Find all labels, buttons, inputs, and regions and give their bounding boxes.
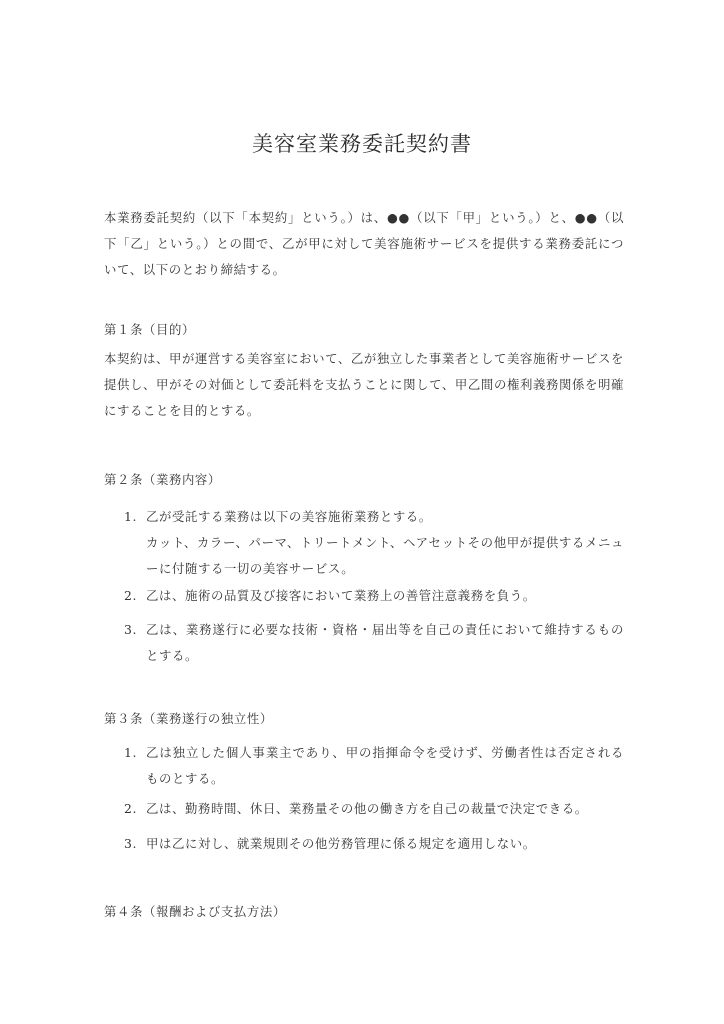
- article-2-heading: 第２条（業務内容）: [104, 472, 221, 487]
- document-title: 美容室業務委託契約書: [252, 132, 472, 156]
- article-1-body: 本契約は、甲が運営する美容室において、乙が独立した事業者として美容施術サービスを提供し、甲がその対価として委託料を支払うことに関して、甲乙間の権利義務関係を明確にすることを目的とする。: [104, 351, 624, 418]
- item-text: 甲は乙に対し、就業規則その他労務管理に係る規定を適用しない。: [146, 836, 536, 851]
- item-text: 乙が受託する業務は以下の美容施術業務とする。: [146, 509, 432, 524]
- preamble-paragraph: 本業務委託契約（以下「本契約」という。）は、●●（以下「甲」という。）と、●●（以下「乙」という。）との間で、乙が甲に対して美容施術サービスを提供する業務委託について、以下のとおり締結する。: [104, 210, 624, 277]
- article-3-item-1: [124, 740, 624, 792]
- item-text: 乙は独立した個人事業主であり、甲の指揮命令を受けず、労働者性は否定されるものとする。: [146, 745, 624, 786]
- item-number: 3.: [124, 836, 138, 851]
- article-2-item-3: [124, 617, 624, 669]
- item-text: 乙は、施術の品質及び接客において業務上の善管注意義務を負う。: [146, 588, 536, 603]
- item-text: 乙は、業務遂行に必要な技術・資格・届出等を自己の責任において維持するものとする。: [146, 622, 624, 663]
- article-2-item-1: [124, 504, 624, 582]
- item-number: 1.: [124, 509, 138, 524]
- article-3-item-3: [124, 831, 624, 857]
- item-subtext: カット、カラー、パーマ、トリートメント、ヘアセットその他甲が提供するメニューに付随する一切の美容サービス。: [146, 535, 624, 576]
- item-text: 乙は、勤務時間、休日、業務量その他の働き方を自己の裁量で決定できる。: [146, 801, 588, 816]
- article-1-heading: 第１条（目的）: [104, 322, 195, 337]
- article-3-item-2: [124, 796, 624, 822]
- article-3-heading: 第３条（業務遂行の独立性）: [104, 711, 273, 726]
- item-number: 1.: [124, 745, 138, 760]
- item-number: 3.: [124, 622, 138, 637]
- article-4-heading: 第４条（報酬および支払方法）: [104, 904, 286, 919]
- item-number: 2.: [124, 801, 138, 816]
- article-2-item-2: [124, 583, 624, 609]
- item-number: 2.: [124, 588, 138, 603]
